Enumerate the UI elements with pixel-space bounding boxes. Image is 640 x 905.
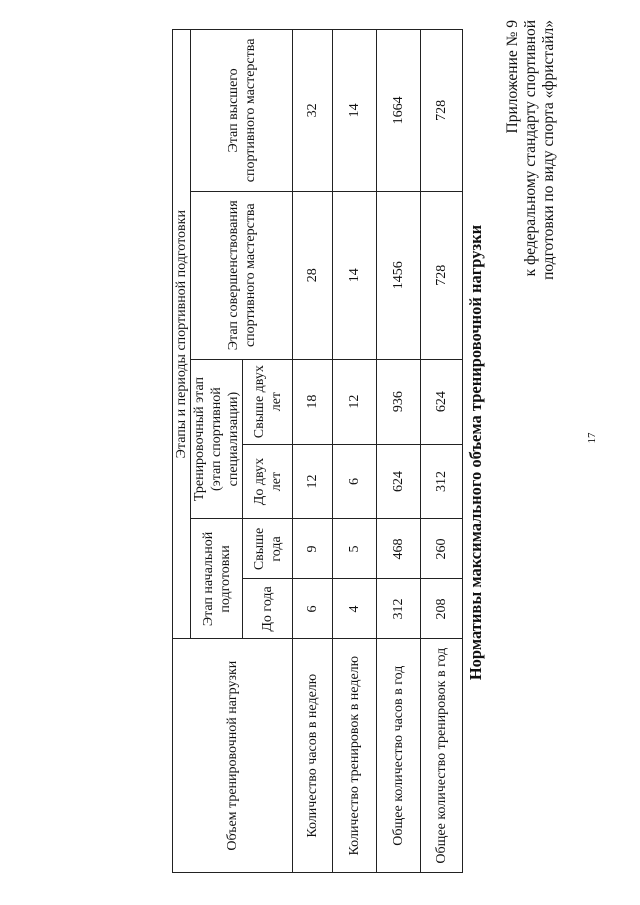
row-label: Общее количество тренировок в год [421,639,463,873]
cell: 208 [421,579,463,639]
row-label: Количество часов в неделю [293,639,333,873]
table-row [421,30,463,873]
cell: 6 [333,444,377,519]
training-load-table [172,29,463,873]
cell: 1456 [377,191,421,359]
cell: 624 [421,359,463,444]
cell: 728 [421,30,463,192]
cell: 936 [377,359,421,444]
cell: 14 [333,30,377,192]
table-row [293,30,333,873]
cell: 260 [421,519,463,579]
sub-training-b: Свыше двух лет [243,359,293,444]
table-header-row-1 [173,30,191,873]
cell: 468 [377,519,421,579]
table-row [377,30,421,873]
cell: 12 [333,359,377,444]
appendix-line-3: подготовки по виду спорта «фристайл» [540,20,557,280]
cell: 728 [421,191,463,359]
cell: 12 [293,444,333,519]
cell: 4 [333,579,377,639]
cell: 14 [333,191,377,359]
table-row [333,30,377,873]
stage-training-header: Тренировочный этап (этап спортивной специализации) [191,359,243,519]
stage-improvement-header: Этап совершенствования спортивного мастерства [191,191,293,359]
document-title: Нормативы максимального объема тренировочной нагрузки [466,224,485,681]
cell: 1664 [377,30,421,192]
sub-training-a: До двух лет [243,444,293,519]
appendix-line-1: Приложение № 9 [504,20,521,134]
stage-highest-header: Этап высшего спортивного мастерства [191,30,293,192]
cell: 312 [377,579,421,639]
group-header-cell: Этапы и периоды спортивной подготовки [173,30,191,639]
row-label: Общее количество часов в год [377,639,421,873]
appendix-header [504,20,558,440]
cell: 32 [293,30,333,192]
appendix-line-2: к федеральному стандарту спортивной [522,20,539,277]
cell: 9 [293,519,333,579]
cell: 5 [333,519,377,579]
cell: 28 [293,191,333,359]
cell: 312 [421,444,463,519]
sub-initial-a: До года [243,579,293,639]
sub-initial-b: Свыше года [243,519,293,579]
cell: 6 [293,579,333,639]
row-label: Количество тренировок в неделю [333,639,377,873]
cell: 624 [377,444,421,519]
stage-initial-header: Этап начальной подготовки [191,519,243,639]
row-header-cell: Объем тренировочной нагрузки [173,639,293,873]
page-number: 17 [586,432,598,444]
cell: 18 [293,359,333,444]
